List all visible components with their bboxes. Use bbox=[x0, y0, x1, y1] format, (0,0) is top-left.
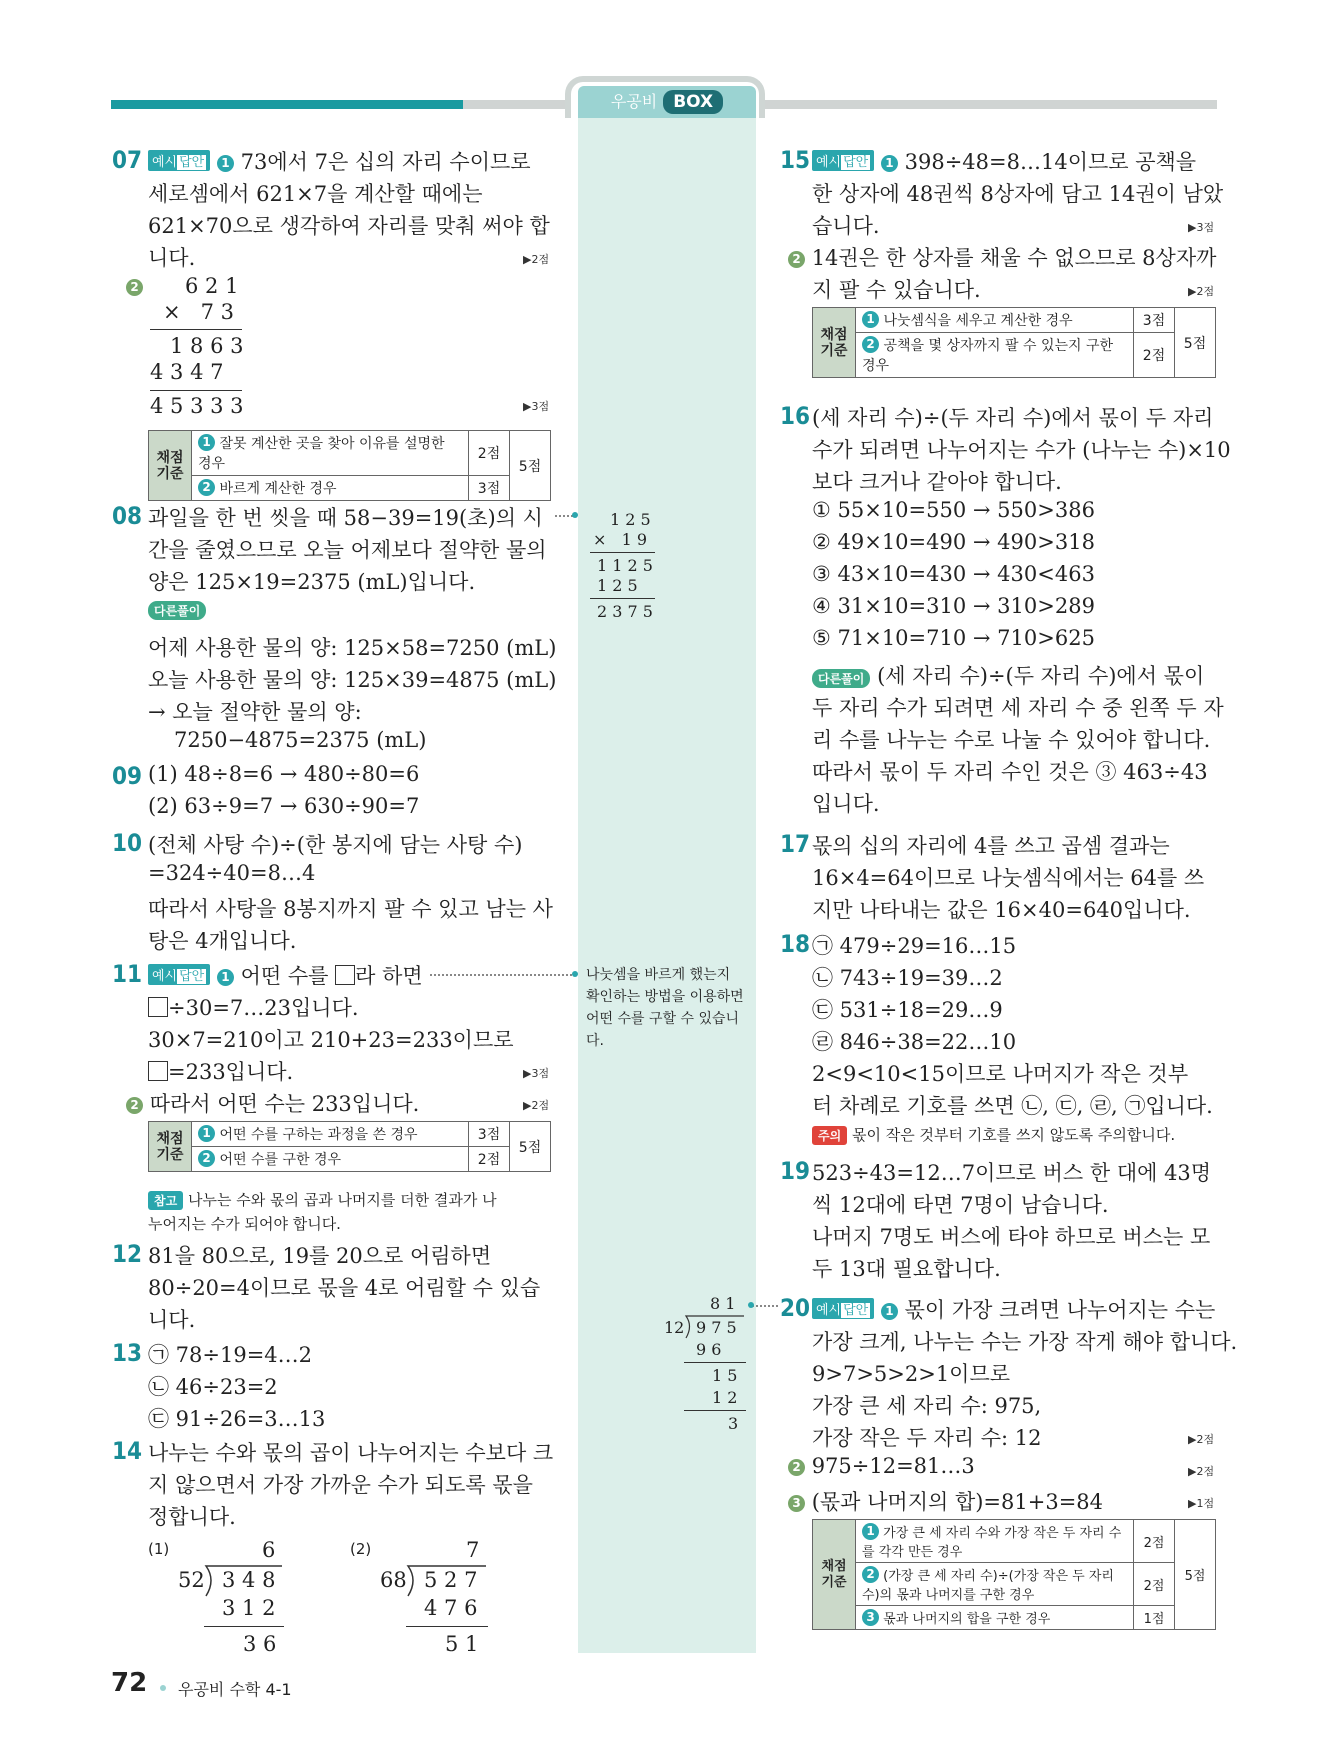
q16-number: 16 bbox=[780, 402, 811, 430]
q14-number: 14 bbox=[112, 1437, 143, 1465]
example-tag: 예시 답안 bbox=[148, 150, 210, 171]
q16-alt3: 리 수를 나누는 수로 나눌 수 있어야 합니다. bbox=[812, 728, 1211, 752]
q15-line1: 예시 답안 1 398÷48=8…14이므로 공책을 bbox=[812, 146, 1196, 176]
q10-line2: =324÷40=8…4 bbox=[148, 861, 316, 885]
box-prefix: 우공비 bbox=[610, 92, 658, 111]
q15-grading-table: 채점 기준 1 나눗셈식을 세우고 계산한 경우 3점 5점 2 공책을 몇 상자까지 팔 수 있는지 구한 경우 2점 bbox=[812, 307, 1216, 378]
leader-dot bbox=[572, 512, 578, 518]
q17-number: 17 bbox=[780, 830, 811, 858]
q14-div2-rule bbox=[406, 1626, 488, 1627]
q14-div1-rule bbox=[204, 1626, 284, 1627]
step2-icon: 2 bbox=[126, 279, 143, 296]
q16-line3: 보다 크거나 같아야 합니다. bbox=[812, 470, 1062, 494]
q07-rule2 bbox=[150, 390, 242, 391]
q08-line3: 양은 125×19=2375 (mL)입니다. bbox=[148, 570, 476, 594]
leader-dots bbox=[430, 974, 572, 976]
q14-line2: 지 않으면서 가장 가까운 수가 되도록 몫을 bbox=[148, 1473, 533, 1497]
q20-side-dividend: 9 7 5 bbox=[696, 1318, 737, 1337]
q09-line1: (1) 48÷8=6 → 480÷80=6 bbox=[148, 762, 420, 786]
q08-number: 08 bbox=[112, 502, 143, 530]
q07-mult1: 6 2 1 bbox=[185, 274, 239, 298]
q19-line3: 나머지 7명도 버스에 타야 하므로 버스는 모 bbox=[812, 1225, 1211, 1249]
q15-line3: 습니다. bbox=[812, 214, 880, 238]
q13-number: 13 bbox=[112, 1339, 143, 1367]
q12-line3: 니다. bbox=[148, 1308, 196, 1332]
q15-points2: ▶2점 bbox=[1188, 285, 1215, 298]
q08-side-mult3: 1 1 2 5 bbox=[597, 556, 653, 575]
q19-line1: 523÷43=12…7이므로 버스 한 대에 43명 bbox=[812, 1161, 1212, 1185]
q19-line2: 씩 12대에 타면 7명이 남습니다. bbox=[812, 1193, 1109, 1217]
q20-side-rule2 bbox=[684, 1410, 746, 1411]
q17-line3: 지만 나타내는 값은 16×40=640입니다. bbox=[812, 898, 1191, 922]
q15-points1: ▶3점 bbox=[1188, 221, 1215, 234]
q14-label-1: (1) bbox=[148, 1540, 170, 1558]
q11-points2: ▶2점 bbox=[523, 1099, 550, 1112]
q20-side-sub2: 1 2 bbox=[712, 1388, 738, 1407]
q14-label-2: (2) bbox=[350, 1540, 372, 1558]
q07-number: 07 bbox=[112, 146, 143, 174]
footer-dot bbox=[160, 1685, 166, 1691]
q20-line6: 2 975÷12=81…3 bbox=[788, 1454, 975, 1478]
leader-dot bbox=[572, 971, 578, 977]
q11-line3: 30×7=210이고 210+23=233이므로 bbox=[148, 1028, 514, 1052]
box-label: BOX bbox=[663, 90, 723, 114]
q14-div1-quotient: 6 bbox=[262, 1538, 276, 1562]
q20-points1: ▶2점 bbox=[1188, 1433, 1215, 1446]
q20-line3: 9>7>5>2>1이므로 bbox=[812, 1362, 1011, 1386]
q20-number: 20 bbox=[780, 1294, 811, 1322]
q18-number: 18 bbox=[780, 930, 811, 958]
header-bar-right bbox=[755, 100, 1217, 109]
q16-line1: (세 자리 수)÷(두 자리 수)에서 몫이 두 자리 bbox=[812, 406, 1214, 430]
q07-line3: 621×70으로 생각하여 자리를 맞춰 써야 합 bbox=[148, 214, 550, 238]
q10-line1: (전체 사탕 수)÷(한 봉지에 담는 사탕 수) bbox=[148, 833, 523, 857]
q17-line1: 몫의 십의 자리에 4를 쓰고 곱셈 결과는 bbox=[812, 834, 1170, 858]
q16-row4: ④ 31×10=310 → 310>289 bbox=[812, 594, 1095, 618]
q08-line1: 과일을 한 번 씻을 때 58−39=19(초)의 시 bbox=[148, 506, 543, 530]
q12-line1: 81을 80으로, 19를 20으로 어림하면 bbox=[148, 1244, 492, 1268]
q14-div1-dividend: 3 4 8 bbox=[222, 1568, 276, 1592]
step1-icon: 1 bbox=[217, 155, 234, 172]
q10-line4: 탕은 4개입니다. bbox=[148, 929, 297, 953]
q11-line1: 예시 답안 1 어떤 수를 라 하면 bbox=[148, 960, 423, 990]
q20-points2: ▶2점 bbox=[1188, 1465, 1215, 1478]
q07-mult5: 4 5 3 3 3 bbox=[150, 394, 244, 418]
q08-side-rule1 bbox=[590, 552, 655, 553]
q16-row2: ② 49×10=490 → 490>318 bbox=[812, 530, 1095, 554]
grade-score: 2점 bbox=[469, 431, 510, 476]
q17-line2: 16×4=64이므로 나눗셈식에서는 64를 쓰 bbox=[812, 866, 1205, 890]
q16-row3: ③ 43×10=430 → 430<463 bbox=[812, 562, 1095, 586]
q19-number: 19 bbox=[780, 1157, 811, 1185]
q18-line6: 터 차례로 기호를 쓰면 ㉡, ㉢, ㉣, ㉠입니다. bbox=[812, 1094, 1213, 1118]
q16-row1: ① 55×10=550 → 550>386 bbox=[812, 498, 1095, 522]
q16-alt2: 두 자리 수가 되려면 세 자리 수 중 왼쪽 두 자 bbox=[812, 696, 1224, 720]
q12-line2: 80÷20=4이므로 몫을 4로 어림할 수 있습 bbox=[148, 1276, 541, 1300]
q18-line1: ㉠ 479÷29=16…15 bbox=[812, 934, 1017, 958]
q18-line5: 2<9<10<15이므로 나머지가 작은 것부 bbox=[812, 1062, 1189, 1086]
leader-dots bbox=[752, 1305, 778, 1307]
q20-side-sub1: 9 6 bbox=[696, 1340, 722, 1359]
q07-line1: 예시 답안 1 73에서 7은 십의 자리 수이므로 bbox=[148, 146, 531, 176]
grade-item: 1 잘못 계산한 곳을 찾아 이유를 설명한 경우 bbox=[192, 431, 469, 476]
q20-side-rem1: 1 5 bbox=[712, 1366, 738, 1385]
q10-number: 10 bbox=[112, 829, 143, 857]
q18-warning: 주의 몫이 작은 것부터 기호를 쓰지 않도록 주의합니다. bbox=[812, 1124, 1175, 1145]
q14-div1-rem: 3 6 bbox=[243, 1632, 277, 1656]
q08-alt2: 오늘 사용한 물의 양: 125×39=4875 (mL) bbox=[148, 668, 557, 692]
q07-grading-table bbox=[148, 430, 551, 501]
q18-line2: ㉡ 743÷19=39…2 bbox=[812, 966, 1003, 990]
q20-line7: 3 (몫과 나머지의 합)=81+3=84 bbox=[788, 1486, 1103, 1516]
q11-note: 참고 나누는 수와 몫의 곱과 나머지를 더한 결과가 나 bbox=[148, 1189, 497, 1210]
q20-side-rule1 bbox=[684, 1362, 746, 1363]
q08-side-mult5: 2 3 7 5 bbox=[597, 602, 653, 621]
q14-line3: 정합니다. bbox=[148, 1505, 236, 1529]
q20-side-quotient: 8 1 bbox=[710, 1294, 736, 1313]
q13-line2: ㉡ 46÷23=2 bbox=[148, 1375, 278, 1399]
q20-line2: 가장 크게, 나누는 수는 가장 작게 해야 합니다. bbox=[812, 1330, 1238, 1354]
q07-line2: 세로셈에서 621×7을 계산할 때에는 bbox=[148, 182, 483, 206]
q14-div1-sub: 3 1 2 bbox=[222, 1596, 276, 1620]
q20-grading-table: 채점 기준 1 가장 큰 세 자리 수와 가장 작은 두 자리 수를 각각 만든 경우 2점 5점 2 (가장 큰 세 자리 수)÷(가장 작은 두 자리 수)의 몫과 나머지를 구한 경우 2점 3 몫과 나머지의 합을 구한 경우 1점 bbox=[812, 1519, 1216, 1630]
q20-points3: ▶1점 bbox=[1188, 1497, 1215, 1510]
unknown-box bbox=[335, 965, 355, 985]
alt-solution-tag: 다른풀이 bbox=[148, 600, 206, 620]
box-tab bbox=[578, 86, 756, 118]
q14-div2-sub: 4 7 6 bbox=[424, 1596, 478, 1620]
q07-rule1 bbox=[150, 329, 242, 330]
leader-dot bbox=[748, 1302, 754, 1308]
q16-alt4: 따라서 몫이 두 자리 수인 것은 ③ 463÷43 bbox=[812, 760, 1208, 784]
q20-side-divisor: 12 bbox=[664, 1318, 685, 1337]
q20-side-rem2: 3 bbox=[728, 1414, 739, 1433]
q20-line4: 가장 큰 세 자리 수: 975, bbox=[812, 1394, 1042, 1418]
q14-div2-rem: 5 1 bbox=[445, 1632, 479, 1656]
q11-side-tip: 나눗셈을 바르게 했는지 확인하는 방법을 이용하면 어떤 수를 구할 수 있습니다. bbox=[586, 967, 744, 1049]
q08-side-mult1: 1 2 5 bbox=[610, 510, 651, 529]
q15-line5: 지 팔 수 있습니다. bbox=[812, 278, 981, 302]
q08-alt3: → 오늘 절약한 물의 양: bbox=[148, 700, 362, 724]
q15-number: 15 bbox=[780, 146, 811, 174]
grade-score: 3점 bbox=[469, 476, 510, 501]
grade-header: 채점 기준 bbox=[149, 431, 192, 501]
q12-number: 12 bbox=[112, 1240, 143, 1268]
q10-line3: 따라서 사탕을 8봉지까지 팔 수 있고 남는 사 bbox=[148, 897, 553, 921]
book-title: 우공비 수학 4-1 bbox=[178, 1680, 292, 1699]
q07-points1: ▶2점 bbox=[523, 253, 550, 266]
q16-alt1: 다른풀이 (세 자리 수)÷(두 자리 수)에서 몫이 bbox=[812, 660, 1204, 690]
q08-line2: 간을 줄였으므로 오늘 어제보다 절약한 물의 bbox=[148, 538, 547, 562]
q11-line4: =233입니다. bbox=[148, 1056, 293, 1086]
q14-line1: 나누는 수와 몫의 곱이 나누어지는 수보다 크 bbox=[148, 1441, 554, 1465]
q07-mult2: × 7 3 bbox=[163, 300, 235, 324]
q11-number: 11 bbox=[112, 960, 143, 988]
q11-line5: 2 따라서 어떤 수는 233입니다. bbox=[126, 1088, 419, 1118]
q13-line1: ㉠ 78÷19=4…2 bbox=[148, 1343, 313, 1367]
q14-div1-divisor: 52 bbox=[178, 1568, 205, 1592]
q09-line2: (2) 63÷9=7 → 630÷90=7 bbox=[148, 794, 420, 818]
page-number: 72 bbox=[111, 1668, 148, 1698]
q08-alt1: 어제 사용한 물의 양: 125×58=7250 (mL) bbox=[148, 636, 557, 660]
q20-line5: 가장 작은 두 자리 수: 12 bbox=[812, 1426, 1042, 1450]
q14-div2-divisor: 68 bbox=[380, 1568, 407, 1592]
header-bar bbox=[111, 100, 463, 109]
q08-alt4: 7250−4875=2375 (mL) bbox=[174, 728, 427, 752]
q16-row5: ⑤ 71×10=710 → 710>625 bbox=[812, 626, 1095, 650]
q15-line4: 2 14권은 한 상자를 채울 수 없으므로 8상자까 bbox=[788, 242, 1216, 272]
q09-number: 09 bbox=[112, 762, 143, 790]
q11-note2: 누어지는 수가 되어야 합니다. bbox=[148, 1215, 341, 1233]
q11-grading-table: 채점 기준 1 어떤 수를 구하는 과정을 쓴 경우 3점 5점 2 어떤 수를 구한 경우 2점 bbox=[148, 1121, 551, 1172]
q07-points2: ▶3점 bbox=[523, 400, 550, 413]
q11-points1: ▶3점 bbox=[523, 1067, 550, 1080]
q07-mult3: 1 8 6 3 bbox=[170, 334, 244, 358]
q20-line1: 예시 답안 1 몫이 가장 크려면 나누어지는 수는 bbox=[812, 1294, 1215, 1324]
q08-side-rule2 bbox=[590, 598, 655, 599]
q18-line4: ㉣ 846÷38=22…10 bbox=[812, 1030, 1017, 1054]
q14-div2-dividend: 5 2 7 bbox=[424, 1568, 478, 1592]
q16-line2: 수가 되려면 나누어지는 수가 (나누는 수)×10 bbox=[812, 438, 1231, 462]
q08-side-mult4: 1 2 5 bbox=[597, 576, 638, 595]
grade-item: 2 바르게 계산한 경우 bbox=[192, 476, 469, 501]
q14-div2-quotient: 7 bbox=[466, 1538, 480, 1562]
q07-mult4: 4 3 4 7 bbox=[150, 360, 224, 384]
q16-alt5: 입니다. bbox=[812, 792, 880, 816]
q18-line3: ㉢ 531÷18=29…9 bbox=[812, 998, 1003, 1022]
q15-line2: 한 상자에 48권씩 8상자에 담고 14권이 남았 bbox=[812, 182, 1224, 206]
q07-line4: 니다. bbox=[148, 246, 196, 270]
leader-dots bbox=[555, 515, 573, 517]
q11-line2: ÷30=7…23입니다. bbox=[148, 992, 359, 1022]
q19-line4: 두 13대 필요합니다. bbox=[812, 1257, 1001, 1281]
q13-line3: ㉢ 91÷26=3…13 bbox=[148, 1407, 326, 1431]
grade-total: 5점 bbox=[510, 431, 551, 501]
q08-side-mult2: × 1 9 bbox=[593, 530, 648, 549]
header-bar-gray bbox=[463, 100, 575, 109]
